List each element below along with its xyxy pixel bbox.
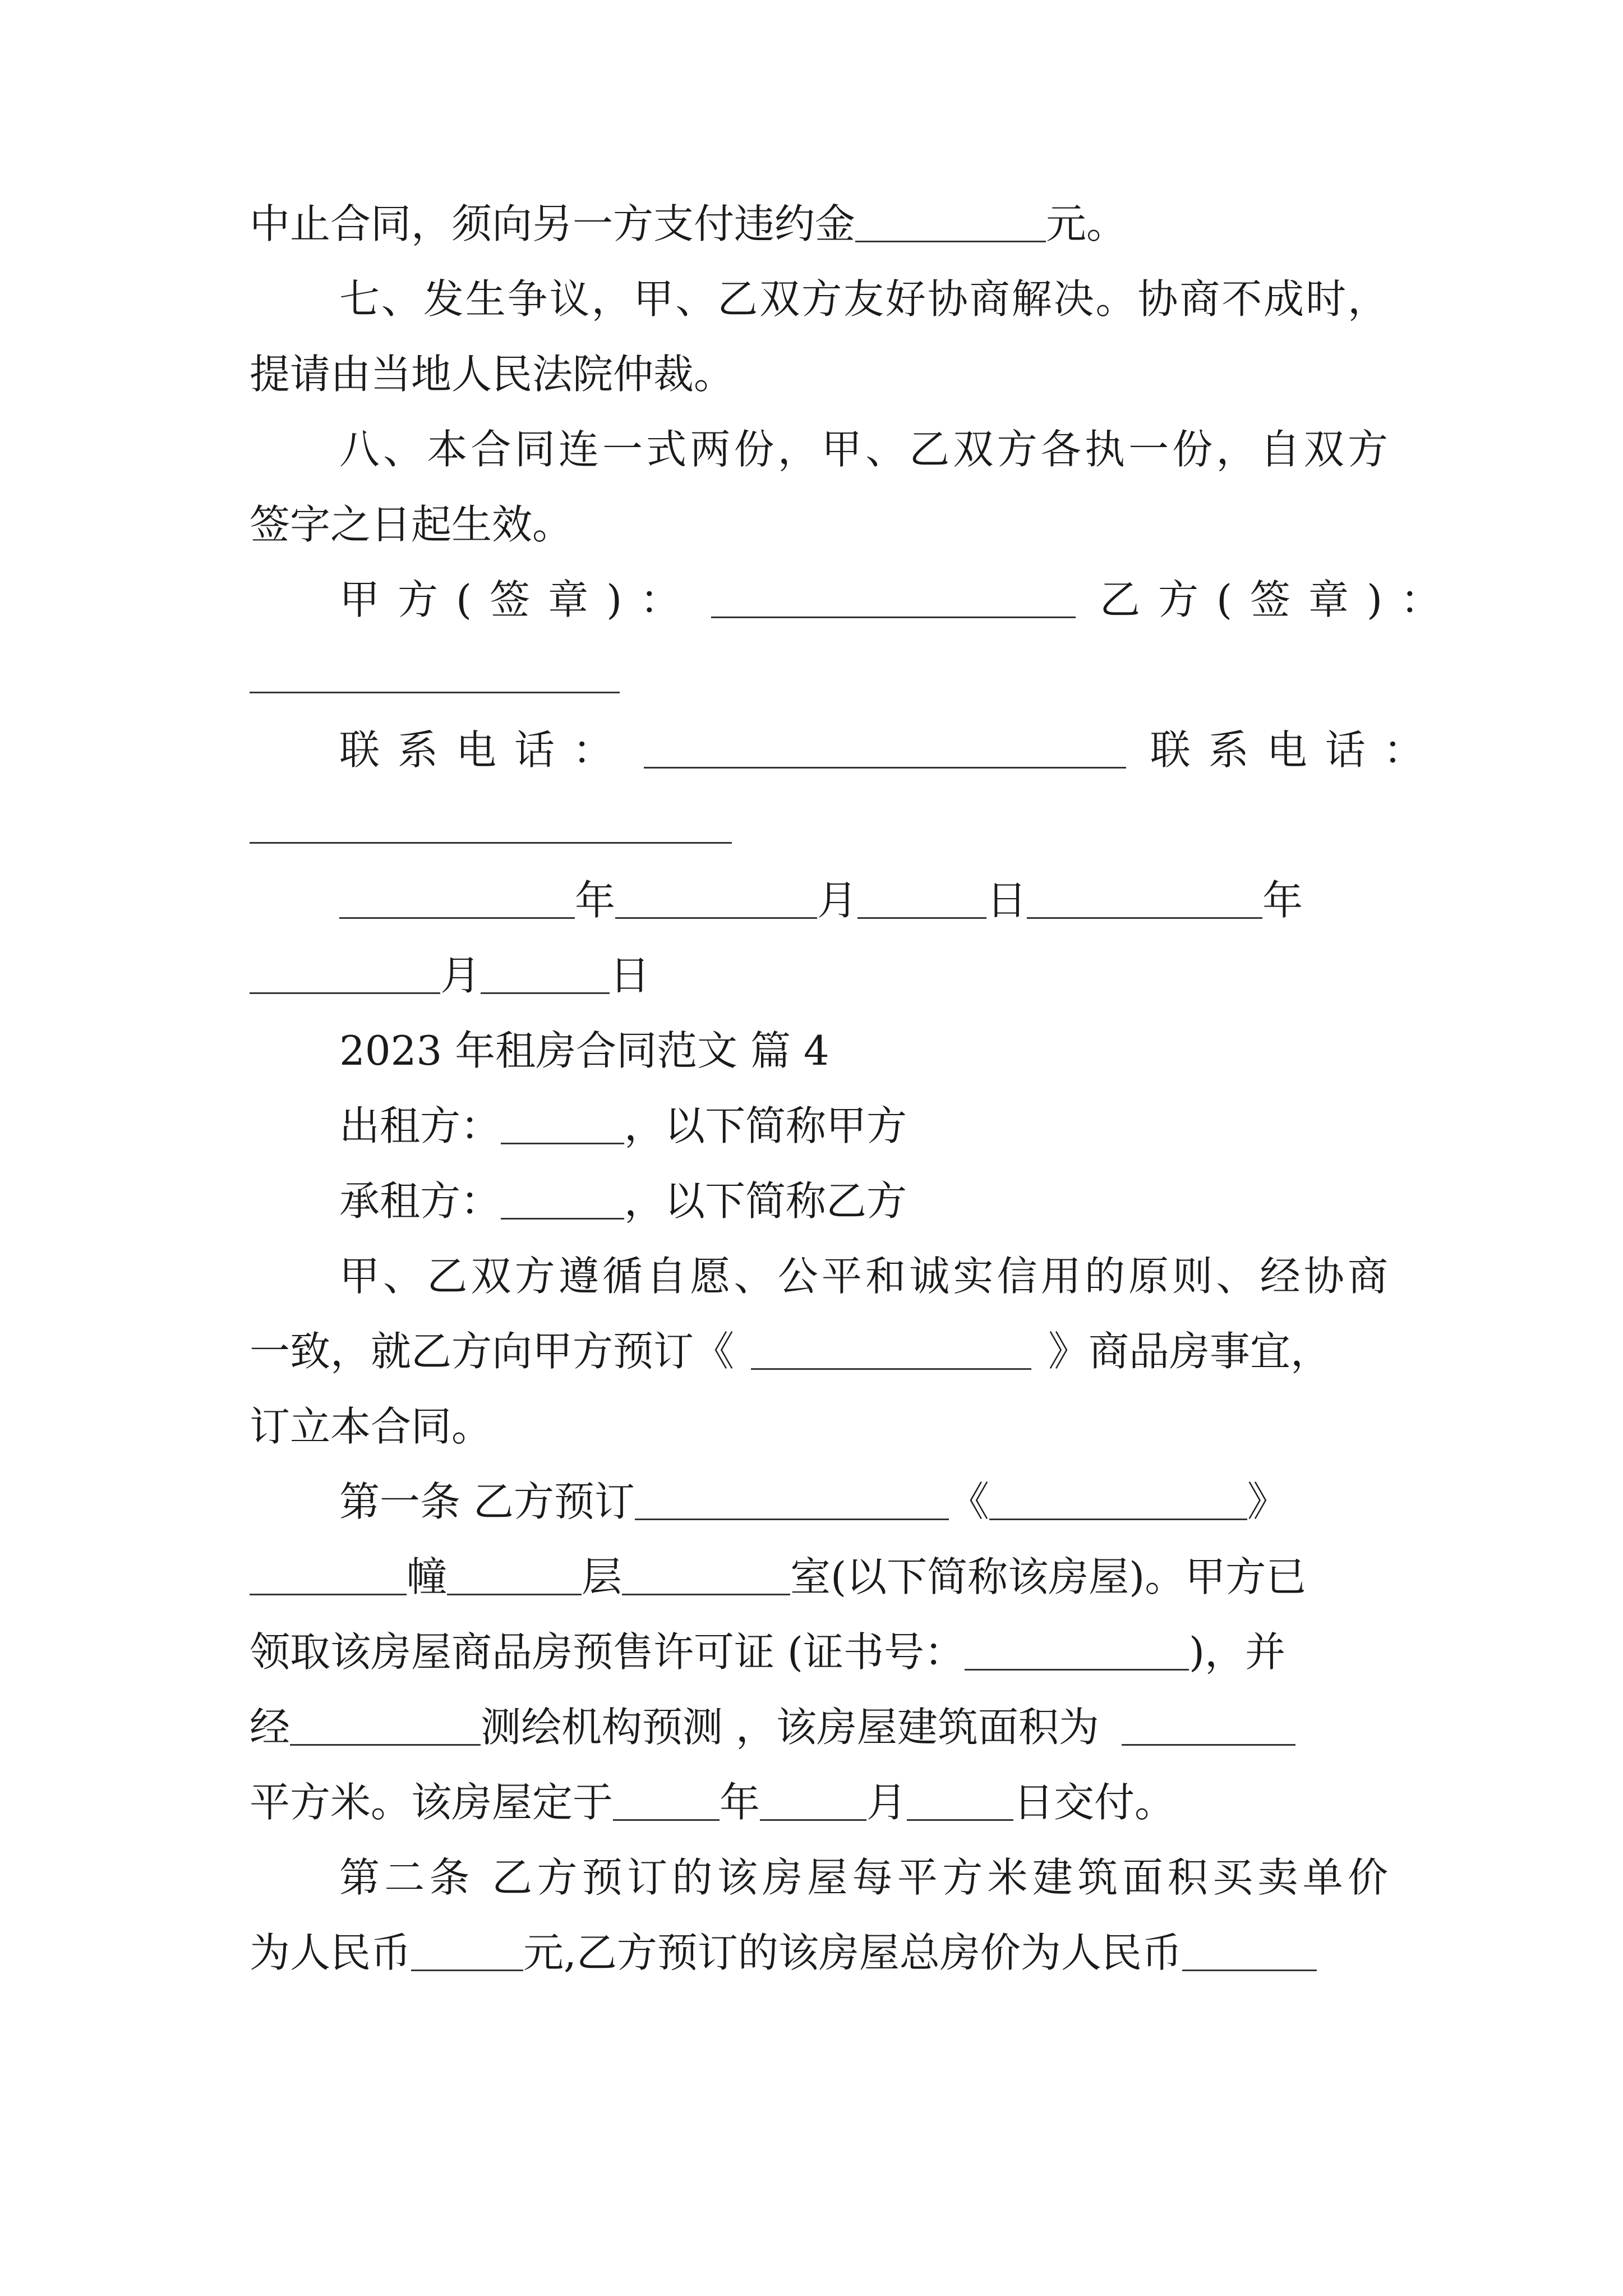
blank-party-a-signature — [711, 578, 1076, 618]
blank-party-b-phone — [250, 804, 732, 844]
article-2: 第二条 乙方预订的该房屋每平方米建筑面积买卖单价 — [339, 1854, 1388, 1901]
line-1: 中止合同，须向另一方支付违约金 元。 — [250, 200, 1127, 247]
date-line: 年 月 日 年 — [339, 869, 1388, 931]
clause-7-cont: 提请由当地人民法院仲裁。 — [250, 351, 735, 398]
clause-8: 八、本合同连一式两份，甲、乙双方各执一份，自双方 — [339, 426, 1388, 473]
blank-total-price — [1182, 1931, 1317, 1971]
blank-party-a-phone — [644, 729, 1126, 769]
article-1-cont-3: 经 测绘机构预测 ，该房屋建筑面积为 — [250, 1696, 1388, 1758]
blank-certificate-no — [965, 1631, 1189, 1671]
section-title: 2023 年租房合同范文 篇 4 — [339, 1027, 829, 1074]
blank-unit-price — [411, 1931, 523, 1971]
article-2-cont: 为人民币 元,乙方预订的该房屋总房价为人民币 — [250, 1922, 1388, 1984]
article-1-cont-2: 领取该房屋商品房预售许可证 (证书号： )，并 — [250, 1628, 1286, 1676]
clause-7: 七、发生争议，甲、乙双方友好协商解决。协商不成时， — [339, 275, 1388, 323]
blank-lessee — [501, 1180, 624, 1220]
preamble-cont: 一致，就乙方向甲方预订《 》商品房事宜， — [250, 1328, 1331, 1375]
date-line-cont: 月 日 — [250, 945, 1388, 1006]
phone-line-cont — [250, 794, 1388, 856]
phone-line: 联系电话： 联系电话： — [339, 726, 1442, 774]
blank-lessor — [501, 1105, 624, 1144]
lessee-line: 承租方： ，以下简称乙方 — [339, 1177, 907, 1225]
article-1-cont-1: 幢 层 室(以下简称该房屋)。甲方已 — [250, 1546, 1388, 1608]
preamble-end: 订立本合同。 — [250, 1403, 492, 1450]
blank-area — [1122, 1706, 1295, 1746]
blank-party-b-signature — [250, 654, 620, 693]
article-1: 第一条 乙方预订 《 》 — [339, 1478, 1288, 1525]
blank-property-name — [751, 1330, 1031, 1370]
signature-line: 甲方(签章)： 乙方(签章)： — [339, 576, 1459, 623]
preamble: 甲、乙双方遵循自愿、公平和诚实信用的原则、经协商 — [339, 1253, 1388, 1300]
lessor-line: 出租方： ，以下简称甲方 — [339, 1102, 907, 1149]
clause-8-cont: 签字之日起生效。 — [250, 501, 573, 548]
blank-penalty-amount — [855, 203, 1046, 242]
signature-line-cont — [250, 644, 1388, 706]
article-1-cont-4: 平方米。该房屋定于 年 月 日交付。 — [250, 1779, 1175, 1826]
